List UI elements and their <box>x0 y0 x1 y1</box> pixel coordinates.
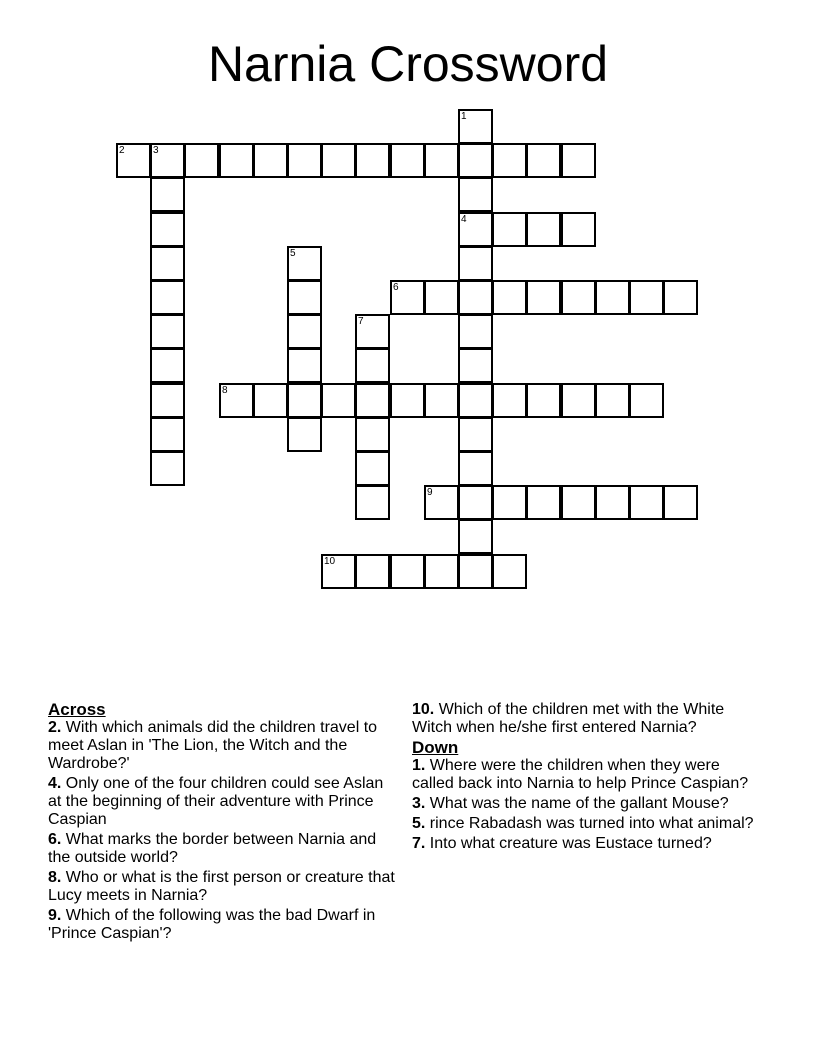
clue-text: With which animals did the children travel to meet Aslan in 'The Lion, the Witch and the Wardrobe?' <box>48 719 378 772</box>
grid-cell[interactable] <box>355 348 390 383</box>
cell-number: 9 <box>427 487 433 498</box>
grid-cell[interactable] <box>458 314 493 349</box>
grid-cell[interactable] <box>526 485 561 520</box>
grid-cell[interactable] <box>492 280 527 315</box>
grid-cell[interactable] <box>150 417 185 452</box>
grid-cell[interactable] <box>355 485 390 520</box>
grid-cell[interactable] <box>526 212 561 247</box>
clue-across-6 <box>48 831 398 867</box>
clue-text: Only one of the four children could see Aslan at the beginning of their adventure with Prince Caspian <box>48 775 384 828</box>
grid-cell[interactable] <box>287 314 322 349</box>
grid-cell[interactable] <box>492 383 527 418</box>
cell-number: 6 <box>393 282 399 293</box>
grid-cell[interactable] <box>355 451 390 486</box>
grid-cell[interactable] <box>184 143 219 178</box>
cell-number: 2 <box>119 145 125 156</box>
clue-text: rince Rabadash was turned into what animal? <box>429 815 754 832</box>
grid-cell[interactable] <box>150 143 185 178</box>
grid-cell[interactable] <box>390 383 425 418</box>
grid-cell[interactable] <box>561 143 596 178</box>
clue-number: 7. <box>412 835 426 852</box>
grid-cell[interactable] <box>150 451 185 486</box>
grid-cell[interactable] <box>561 485 596 520</box>
down-heading: Down <box>412 738 459 757</box>
grid-cell[interactable] <box>458 417 493 452</box>
grid-cell[interactable] <box>595 280 630 315</box>
grid-cell[interactable] <box>492 554 527 589</box>
clue-number: 4. <box>48 775 62 792</box>
grid-cell[interactable] <box>287 246 322 281</box>
grid-cell[interactable] <box>458 451 493 486</box>
clue-across-10 <box>412 701 762 737</box>
clue-number: 1. <box>412 757 426 774</box>
cell-number: 8 <box>222 385 228 396</box>
grid-cell[interactable] <box>458 246 493 281</box>
clue-text: Which of the children met with the White Witch when he/she first entered Narnia? <box>412 701 725 736</box>
page-title: Narnia Crossword <box>207 36 609 92</box>
grid-cell[interactable] <box>663 280 698 315</box>
clue-text: Who or what is the first person or creature that Lucy meets in Narnia? <box>48 869 395 904</box>
grid-cell[interactable] <box>458 485 493 520</box>
grid-cell[interactable] <box>424 143 459 178</box>
grid-cell[interactable] <box>561 383 596 418</box>
clue-text: Which of the following was the bad Dwarf in 'Prince Caspian'? <box>48 907 376 942</box>
clue-across-8 <box>48 869 398 905</box>
grid-cell[interactable] <box>219 383 254 418</box>
grid-cell[interactable] <box>458 143 493 178</box>
grid-cell[interactable] <box>458 383 493 418</box>
grid-cell[interactable] <box>595 383 630 418</box>
grid-cell[interactable] <box>355 383 390 418</box>
clue-number: 5. <box>412 815 426 832</box>
grid-cell[interactable] <box>253 143 288 178</box>
grid-cell[interactable] <box>424 383 459 418</box>
grid-cell[interactable] <box>526 383 561 418</box>
grid-cell[interactable] <box>663 485 698 520</box>
grid-cell[interactable] <box>458 519 493 554</box>
grid-cell[interactable] <box>150 246 185 281</box>
clue-number: 2. <box>48 719 62 736</box>
grid-cell[interactable] <box>458 554 493 589</box>
grid-cell[interactable] <box>219 143 254 178</box>
clues-column-right <box>412 701 762 855</box>
grid-cell[interactable] <box>321 383 356 418</box>
clue-number: 6. <box>48 831 62 848</box>
grid-cell[interactable] <box>150 177 185 212</box>
grid-cell[interactable] <box>390 143 425 178</box>
grid-cell[interactable] <box>458 177 493 212</box>
clue-text: Into what creature was Eustace turned? <box>429 835 712 852</box>
grid-cell[interactable] <box>390 554 425 589</box>
clue-across-2 <box>48 719 398 773</box>
grid-cell[interactable] <box>458 212 493 247</box>
clue-number: 10. <box>412 701 435 718</box>
grid-cell[interactable] <box>629 280 664 315</box>
clue-down-5 <box>412 815 762 833</box>
grid-cell[interactable] <box>424 485 459 520</box>
grid-cell[interactable] <box>355 554 390 589</box>
clue-down-1 <box>412 757 762 793</box>
grid-cell[interactable] <box>492 212 527 247</box>
grid-cell[interactable] <box>287 383 322 418</box>
cell-number: 5 <box>290 248 296 259</box>
grid-cell[interactable] <box>458 280 493 315</box>
cell-number: 1 <box>461 111 467 122</box>
clue-number: 3. <box>412 795 426 812</box>
clue-text: What was the name of the gallant Mouse? <box>429 795 729 812</box>
grid-cell[interactable] <box>390 280 425 315</box>
grid-cell[interactable] <box>629 485 664 520</box>
grid-cell[interactable] <box>492 143 527 178</box>
grid-cell[interactable] <box>492 485 527 520</box>
grid-cell[interactable] <box>561 212 596 247</box>
cell-number: 4 <box>461 214 467 225</box>
grid-cell[interactable] <box>150 314 185 349</box>
cell-number: 3 <box>153 145 159 156</box>
grid-cell[interactable] <box>424 280 459 315</box>
grid-cell[interactable] <box>150 212 185 247</box>
grid-cell[interactable] <box>458 348 493 383</box>
grid-cell[interactable] <box>424 554 459 589</box>
cell-number: 10 <box>324 556 336 567</box>
grid-cell[interactable] <box>321 554 356 589</box>
clue-across-4 <box>48 775 398 829</box>
clue-number: 8. <box>48 869 62 886</box>
clue-text: What marks the border between Narnia and the outside world? <box>48 831 377 866</box>
grid-cell[interactable] <box>287 417 322 452</box>
grid-cell[interactable] <box>355 143 390 178</box>
grid-cell[interactable] <box>150 280 185 315</box>
grid-cell[interactable] <box>253 383 288 418</box>
grid-cell[interactable] <box>150 383 185 418</box>
grid-cell[interactable] <box>561 280 596 315</box>
cell-number: 7 <box>358 316 364 327</box>
grid-cell[interactable] <box>287 143 322 178</box>
grid-cell[interactable] <box>526 280 561 315</box>
clue-down-7 <box>412 835 762 853</box>
across-heading: Across <box>48 700 106 719</box>
grid-cell[interactable] <box>458 109 493 144</box>
grid-cell[interactable] <box>595 485 630 520</box>
grid-cell[interactable] <box>150 348 185 383</box>
grid-cell[interactable] <box>321 143 356 178</box>
clues-column-left <box>48 701 398 945</box>
clue-text: Where were the children when they were called back into Narnia to help Prince Caspian? <box>412 757 749 792</box>
grid-cell[interactable] <box>287 280 322 315</box>
clue-across-9 <box>48 907 398 943</box>
grid-cell[interactable] <box>629 383 664 418</box>
grid-cell[interactable] <box>116 143 151 178</box>
grid-cell[interactable] <box>355 417 390 452</box>
clue-number: 9. <box>48 907 62 924</box>
clue-down-3 <box>412 795 762 813</box>
grid-cell[interactable] <box>287 348 322 383</box>
grid-cell[interactable] <box>355 314 390 349</box>
grid-cell[interactable] <box>526 143 561 178</box>
